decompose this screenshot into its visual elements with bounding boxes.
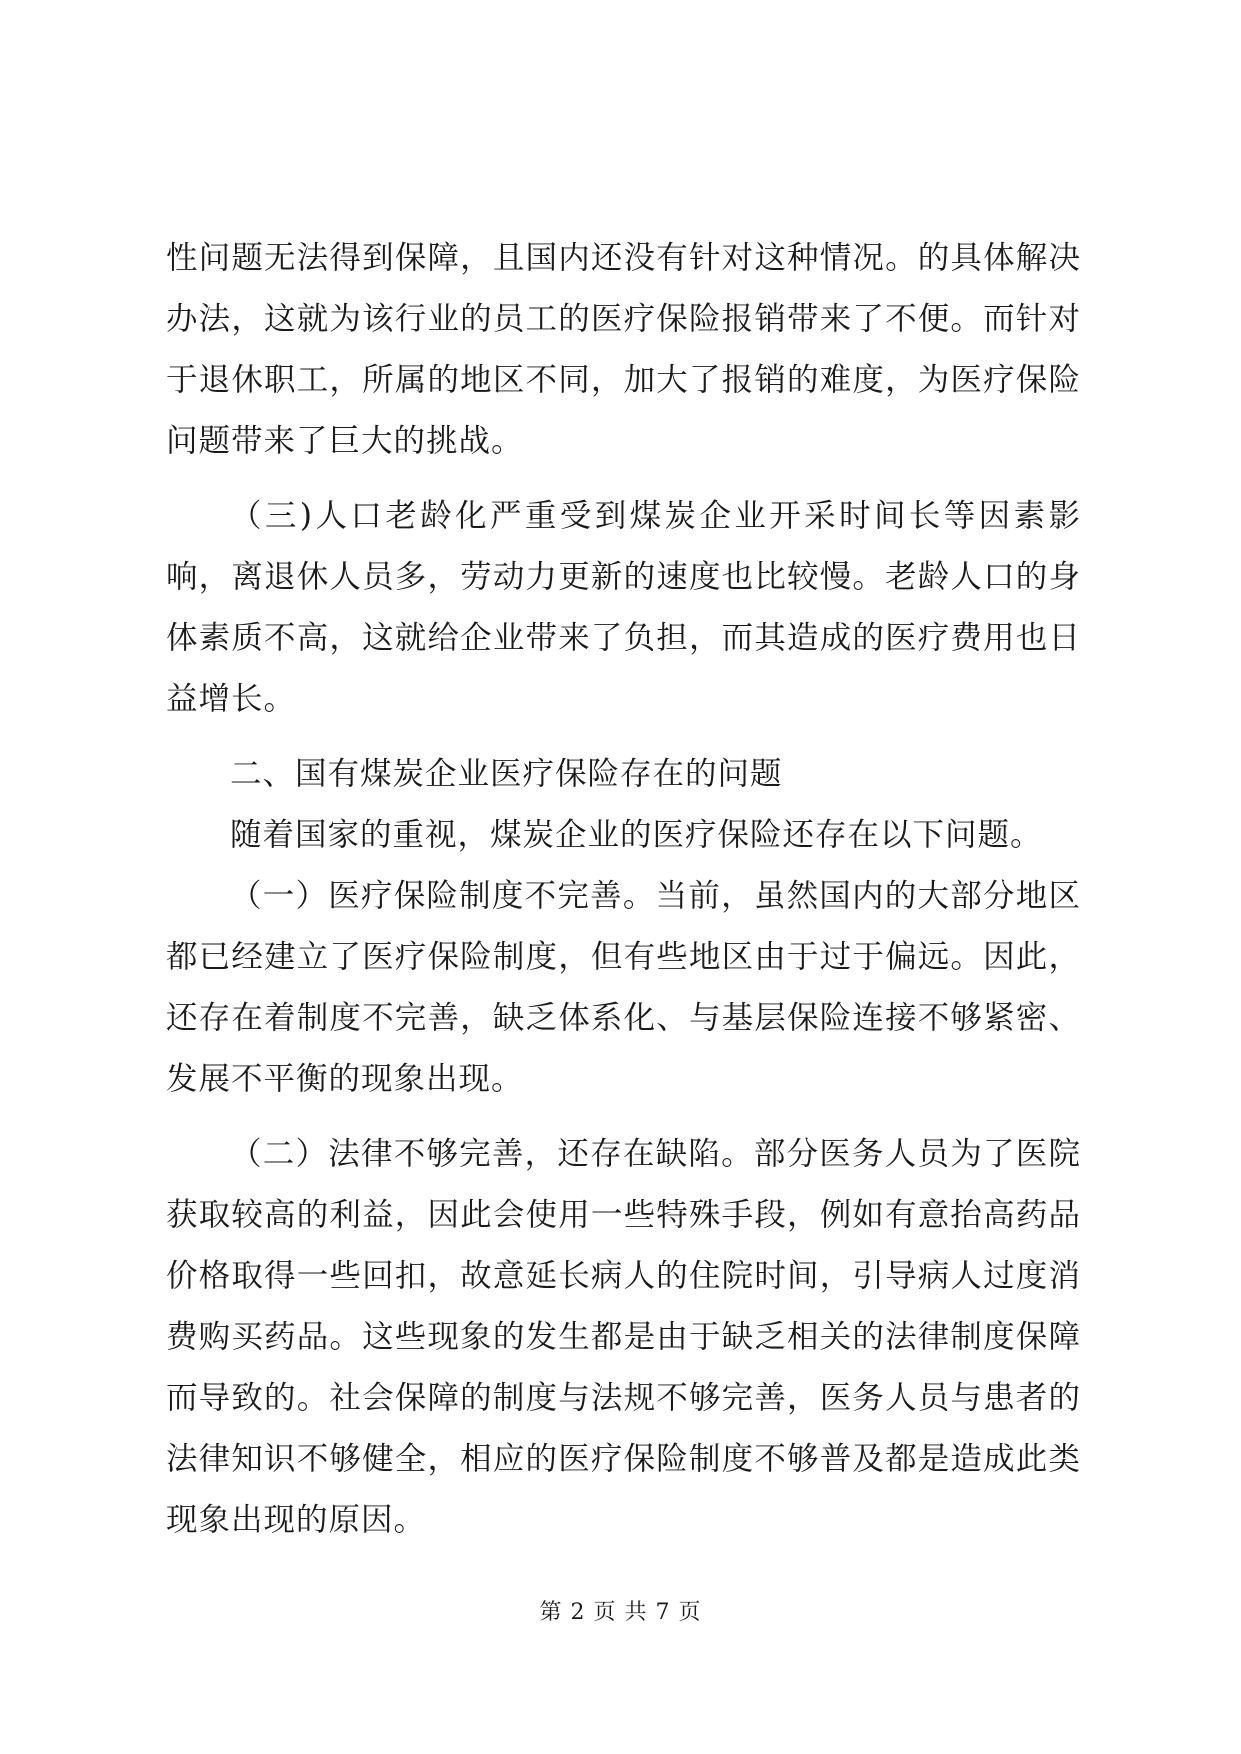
paragraph-insurance-system: （一）医疗保险制度不完善。当前，虽然国内的大部分地区都已经建立了医疗保险制度，但有些地区由于过于偏远。因此，还存在着制度不完善，缺乏体系化、与基层保险连接不够紧密、发展不平衡的现象出现。 xyxy=(166,878,1081,1097)
paragraph-aging-population: （三)人口老龄化严重受到煤炭企业开采时间长等因素影响，离退休人员多，劳动力更新的速度也比较慢。老龄人口的身体素质不高，这就给企业带来了负担，而其造成的医疗费用也日益增长。 xyxy=(166,498,1081,717)
paragraph-intro-problems: 随着国家的重视，煤炭企业的医疗保险还存在以下问题。 xyxy=(230,817,1043,853)
paragraph-continuation: 性问题无法得到保障，且国内还没有针对这种情况。的具体解决办法，这就为该行业的员工的医疗保险报销带来了不便。而针对于退休职工，所属的地区不同，加大了报销的难度，为医疗保险问题带来了巨大的挑战。 xyxy=(166,240,1081,459)
paragraph-legal-defects: （二）法律不够完善，还存在缺陷。部分医务人员为了医院获取较高的利益，因此会使用一些特殊手段，例如有意抬高药品价格取得一些回扣，故意延长病人的住院时间，引导病人过度消费购买药品。这些现象的发生都是由于缺乏相关的法律制度保障而导致的。社会保障的制度与法规不够完善，医务人员与患者的法律知识不够健全，相应的医疗保险制度不够普及都是造成此类现象出现的原因。 xyxy=(166,1136,1081,1538)
page-number-footer: 第 2 页 共 7 页 xyxy=(539,1600,702,1625)
document-body xyxy=(166,228,1081,1551)
section-heading-problems: 二、国有煤炭企业医疗保险存在的问题 xyxy=(230,756,783,792)
